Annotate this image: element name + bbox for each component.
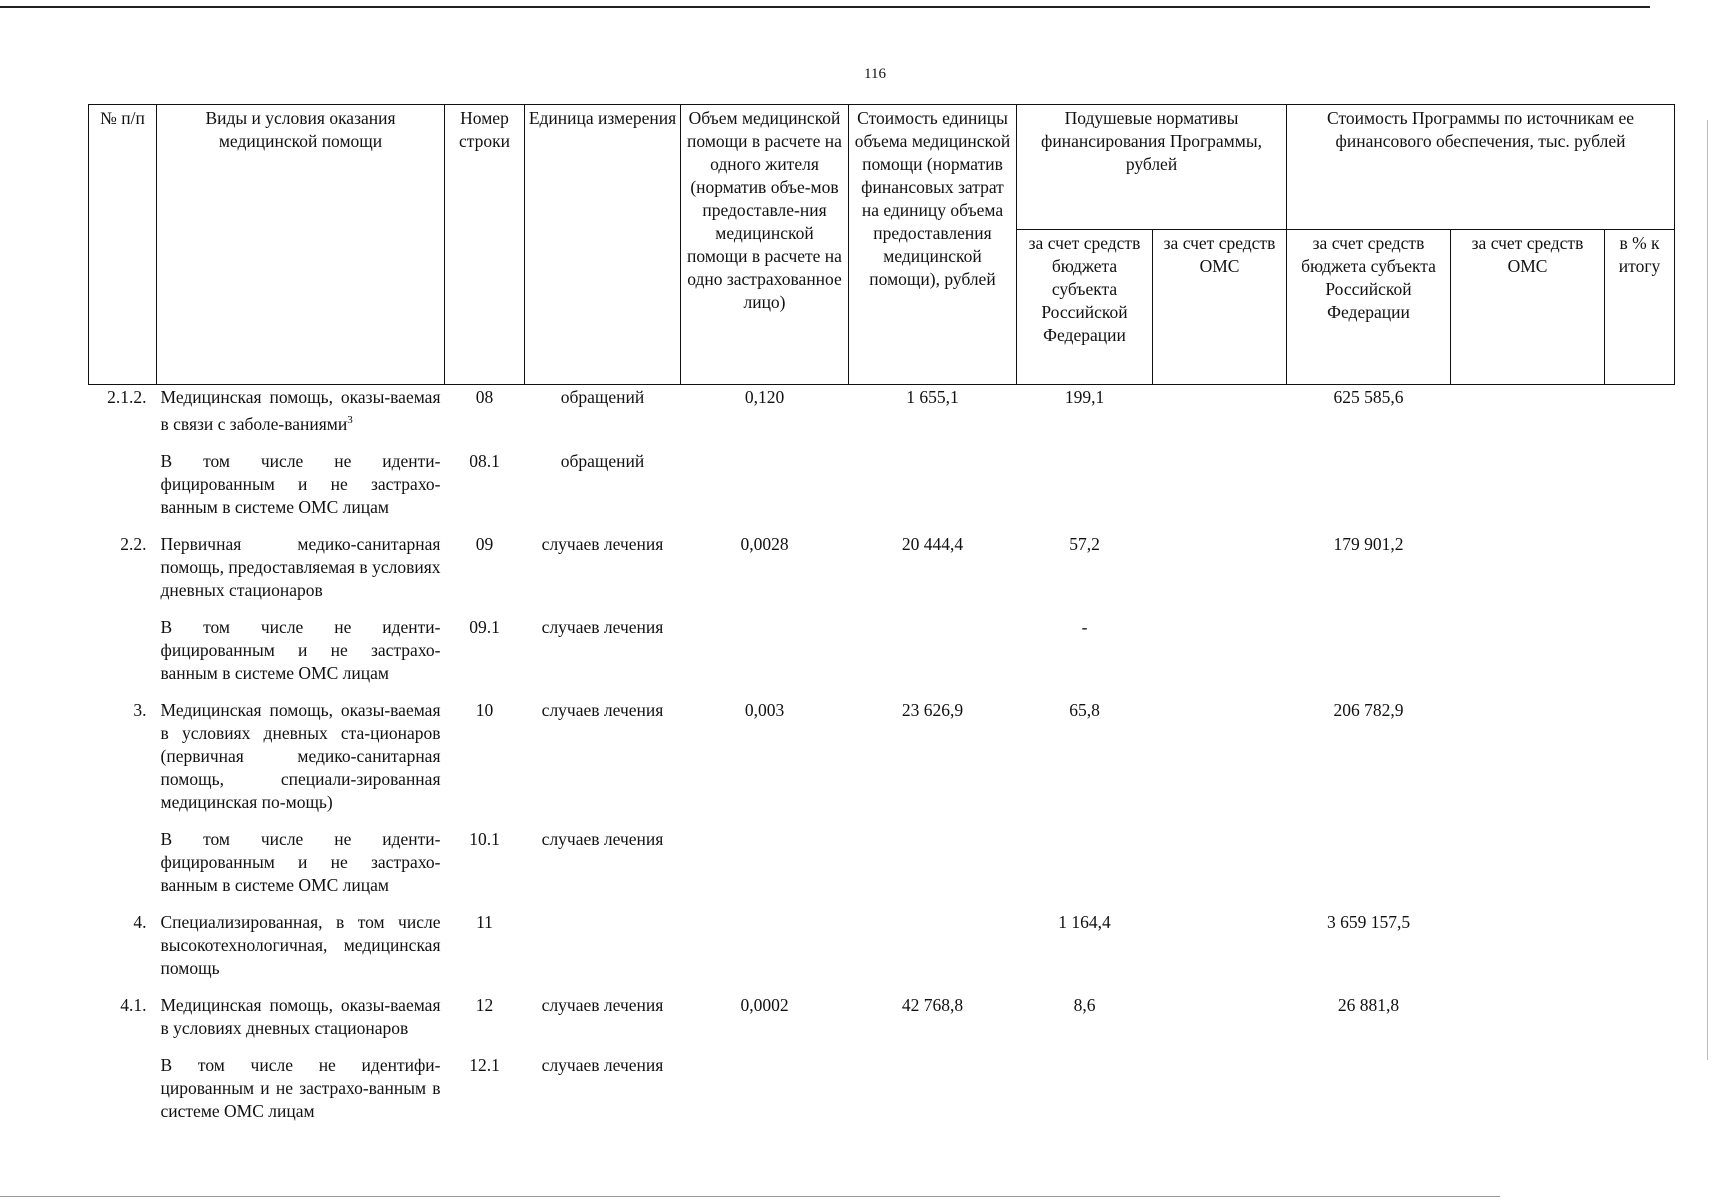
cell-unit-cost-text: 20 444,4: [901, 533, 964, 554]
program-cost-table: [88, 104, 1675, 1136]
page-number: 116: [864, 66, 886, 82]
header-program-budget: за счет средств бюджета субъекта Российской Федерации: [1287, 230, 1451, 385]
cell-row-number-text: 09.1: [469, 616, 500, 637]
cell-per-capita-budget: [1017, 615, 1153, 698]
cell-per-capita-budget: [1017, 993, 1153, 1053]
cell-unit-text: случаев лечения: [541, 699, 664, 720]
cell-per-capita-oms: [1153, 910, 1287, 993]
cell-per-capita-budget: [1017, 1053, 1153, 1136]
cell-unit-text: случаев лечения: [541, 616, 664, 637]
cell-care-type: [157, 1053, 445, 1136]
cell-program-percent: [1605, 1053, 1675, 1136]
cell-program-percent: [1605, 532, 1675, 615]
header-unit-cost: Стоимость единицы объема медицинской помощи (норматив финансовых затрат на единицу объема предоставления медицинской помощи), рублей: [849, 105, 1017, 385]
cell-program-budget: [1287, 698, 1451, 827]
cell-volume: [681, 532, 849, 615]
cell-unit-cost: [849, 449, 1017, 532]
cell-number: [89, 532, 157, 615]
header-per-capita-group: Подушевые нормативы финансирования Программы, рублей: [1017, 105, 1287, 230]
cell-unit-cost: [849, 993, 1017, 1053]
cell-row-number-text: 12.1: [469, 1054, 500, 1075]
table-row: [89, 910, 1675, 993]
table-row: [89, 449, 1675, 532]
cell-program-percent: [1605, 615, 1675, 698]
cell-per-capita-oms: [1153, 1053, 1287, 1136]
header-care-type: Виды и условия оказания медицинской помощи: [157, 105, 445, 385]
footnote-marker: 3: [347, 414, 353, 426]
cell-volume-text: 0,0028: [740, 533, 789, 554]
cell-number: [89, 698, 157, 827]
cell-per-capita-budget-text: 65,8: [1069, 699, 1100, 720]
cell-per-capita-oms: [1153, 698, 1287, 827]
cell-program-budget: [1287, 615, 1451, 698]
cell-program-budget-text: 26 881,8: [1337, 994, 1400, 1015]
cell-row-number: [445, 532, 525, 615]
cell-row-number-text: 10.1: [469, 828, 500, 849]
cell-per-capita-budget: [1017, 910, 1153, 993]
cell-per-capita-budget: [1017, 827, 1153, 910]
cell-unit: [525, 910, 681, 993]
cell-unit: [525, 827, 681, 910]
header-per-capita-oms: за счет средств ОМС: [1153, 230, 1287, 385]
cell-per-capita-budget: [1017, 385, 1153, 449]
cell-care-type: [157, 993, 445, 1053]
cell-unit-cost: [849, 385, 1017, 449]
cell-per-capita-budget-text: -: [1081, 616, 1088, 637]
cell-volume: [681, 698, 849, 827]
cell-unit-cost: [849, 615, 1017, 698]
cell-unit-text: обращений: [560, 387, 645, 407]
table-header: [89, 105, 1675, 385]
cell-volume-text: 0,120: [744, 387, 785, 407]
cell-unit-cost: [849, 827, 1017, 910]
cell-care-type: [157, 615, 445, 698]
cell-unit: [525, 615, 681, 698]
header-program-oms: за счет средств ОМС: [1451, 230, 1605, 385]
cell-care-type-text: Медицинская помощь, оказы-ваемая в связи с заболе-ваниями: [160, 387, 441, 434]
header-per-capita-budget: за счет средств бюджета субъекта Российской Федерации: [1017, 230, 1153, 385]
cell-row-number: [445, 449, 525, 532]
cell-program-budget: [1287, 385, 1451, 449]
cell-unit-cost: [849, 910, 1017, 993]
cell-number-text: 4.1.: [120, 994, 147, 1015]
cell-per-capita-budget-text: 57,2: [1069, 533, 1100, 554]
cell-volume: [681, 385, 849, 449]
cell-unit-cost-text: 1 655,1: [906, 387, 959, 407]
cell-program-budget: [1287, 827, 1451, 910]
cell-program-oms: [1451, 910, 1605, 993]
cell-care-type-text: В том числе не идентифи-цированным и не застрахо-ванным в системе ОМС лицам: [160, 1054, 441, 1121]
cell-unit-cost: [849, 698, 1017, 827]
cell-program-budget-text: 625 585,6: [1333, 387, 1404, 407]
cell-care-type: [157, 827, 445, 910]
cell-number: [89, 615, 157, 698]
cell-care-type: [157, 385, 445, 449]
cell-program-oms: [1451, 698, 1605, 827]
cell-care-type-text: В том числе не иденти-фицированным и не застрахо-ванным в системе ОМС лицам: [160, 828, 441, 895]
cell-per-capita-budget-text: 199,1: [1064, 387, 1105, 407]
cell-program-budget: [1287, 910, 1451, 993]
cell-unit: [525, 993, 681, 1053]
cell-unit-text: случаев лечения: [541, 533, 664, 554]
cell-volume: [681, 1053, 849, 1136]
cell-row-number-text: 08: [475, 387, 494, 407]
cell-per-capita-budget: [1017, 449, 1153, 532]
cell-volume-text: 0,003: [744, 699, 785, 720]
cell-care-type: [157, 532, 445, 615]
cell-unit: [525, 698, 681, 827]
cell-unit: [525, 449, 681, 532]
cell-program-budget-text: 3 659 157,5: [1326, 911, 1411, 932]
cell-number: [89, 1053, 157, 1136]
cell-program-oms: [1451, 827, 1605, 910]
cell-volume-text: 0,0002: [740, 994, 789, 1015]
cell-program-oms: [1451, 615, 1605, 698]
cell-care-type: [157, 910, 445, 993]
cell-program-oms: [1451, 385, 1605, 449]
cell-volume: [681, 615, 849, 698]
table-row: [89, 698, 1675, 827]
cell-row-number-text: 12: [475, 994, 494, 1015]
cell-number: [89, 910, 157, 993]
cell-program-oms: [1451, 1053, 1605, 1136]
cell-per-capita-oms: [1153, 449, 1287, 532]
cell-row-number: [445, 615, 525, 698]
cell-unit-text: обращений: [560, 450, 645, 471]
cell-per-capita-oms: [1153, 615, 1287, 698]
cell-per-capita-budget: [1017, 532, 1153, 615]
table-row: [89, 615, 1675, 698]
cell-program-percent: [1605, 385, 1675, 449]
cell-unit-text: случаев лечения: [541, 828, 664, 849]
cell-unit-cost: [849, 1053, 1017, 1136]
cell-per-capita-budget: [1017, 698, 1153, 827]
cell-row-number: [445, 827, 525, 910]
table-row: [89, 827, 1675, 910]
cell-row-number: [445, 698, 525, 827]
cell-number-text: 2.2.: [120, 533, 147, 554]
cell-number: [89, 385, 157, 449]
cell-unit-cost-text: 42 768,8: [901, 994, 964, 1015]
table-row: [89, 1053, 1675, 1136]
cell-row-number-text: 10: [475, 699, 494, 720]
cell-program-percent: [1605, 827, 1675, 910]
cell-per-capita-budget-text: 1 164,4: [1058, 911, 1111, 932]
cell-care-type-text: В том числе не иденти-фицированным и не застрахо-ванным в системе ОМС лицам: [160, 450, 441, 517]
cell-per-capita-oms: [1153, 385, 1287, 449]
cell-care-type-text: Медицинская помощь, оказы-ваемая в условиях дневных стационаров: [160, 994, 441, 1038]
cell-program-budget-text: 179 901,2: [1333, 533, 1404, 554]
cell-program-oms: [1451, 532, 1605, 615]
cell-volume: [681, 910, 849, 993]
cell-per-capita-oms: [1153, 993, 1287, 1053]
cell-program-oms: [1451, 993, 1605, 1053]
table-row: [89, 385, 1675, 449]
cell-program-oms: [1451, 449, 1605, 532]
scan-edge-top: [0, 6, 1650, 8]
cell-volume: [681, 827, 849, 910]
cell-per-capita-budget-text: 8,6: [1073, 994, 1096, 1015]
cell-program-budget: [1287, 532, 1451, 615]
cell-unit: [525, 1053, 681, 1136]
table-row: [89, 532, 1675, 615]
cell-program-budget-text: 206 782,9: [1333, 699, 1404, 720]
header-number: № п/п: [89, 105, 157, 385]
cell-row-number-text: 11: [476, 911, 493, 932]
cell-row-number: [445, 1053, 525, 1136]
cell-program-budget: [1287, 449, 1451, 532]
header-row-number: Номер строки: [445, 105, 525, 385]
scan-edge-bottom: [0, 1196, 1500, 1197]
cell-row-number-text: 08.1: [469, 450, 500, 471]
cell-row-number-text: 09: [475, 533, 494, 554]
cell-unit: [525, 385, 681, 449]
cell-number: [89, 827, 157, 910]
cell-care-type-text: Первичная медико-санитарная помощь, предоставляемая в условиях дневных стационаров: [160, 533, 441, 600]
cell-number-text: 3.: [133, 699, 147, 720]
cell-volume: [681, 993, 849, 1053]
cell-program-percent: [1605, 993, 1675, 1053]
cell-number: [89, 993, 157, 1053]
table-body: [89, 385, 1675, 1136]
cell-volume: [681, 449, 849, 532]
scan-edge-right: [1707, 120, 1708, 1060]
header-program-percent: в % к итогу: [1605, 230, 1675, 385]
cell-program-percent: [1605, 910, 1675, 993]
cell-unit-cost-text: 23 626,9: [901, 699, 964, 720]
cell-unit-text: случаев лечения: [541, 1054, 664, 1075]
cell-number-text: 2.1.2.: [107, 387, 147, 407]
cell-per-capita-oms: [1153, 827, 1287, 910]
table-row: [89, 993, 1675, 1053]
cell-care-type-text: Специализированная, в том числе высокотехнологичная, медицинская помощь: [160, 911, 441, 978]
cell-care-type: [157, 698, 445, 827]
header-program-cost-group: Стоимость Программы по источникам ее финансового обеспечения, тыс. рублей: [1287, 105, 1675, 230]
cell-unit-text: случаев лечения: [541, 994, 664, 1015]
cell-unit: [525, 532, 681, 615]
cell-care-type: [157, 449, 445, 532]
cell-program-percent: [1605, 449, 1675, 532]
cell-number: [89, 449, 157, 532]
header-unit: Единица измерения: [525, 105, 681, 385]
cell-row-number: [445, 910, 525, 993]
cell-care-type-text: В том числе не иденти-фицированным и не застрахо-ванным в системе ОМС лицам: [160, 616, 441, 683]
cell-program-budget: [1287, 993, 1451, 1053]
cell-care-type-text: Медицинская помощь, оказы-ваемая в условиях дневных ста-ционаров (первичная медико-санитарная помощь, специали-зированная медицинская по-мощь): [160, 699, 441, 812]
cell-per-capita-oms: [1153, 532, 1287, 615]
cell-unit-cost: [849, 532, 1017, 615]
cell-row-number: [445, 385, 525, 449]
header-volume: Объем медицинской помощи в расчете на одного жителя (норматив объе-мов предоставле-ния медицинской помощи в расчете на одно застрахованное лицо): [681, 105, 849, 385]
cell-number-text: 4.: [133, 911, 147, 932]
cell-row-number: [445, 993, 525, 1053]
cell-program-budget: [1287, 1053, 1451, 1136]
cell-program-percent: [1605, 698, 1675, 827]
